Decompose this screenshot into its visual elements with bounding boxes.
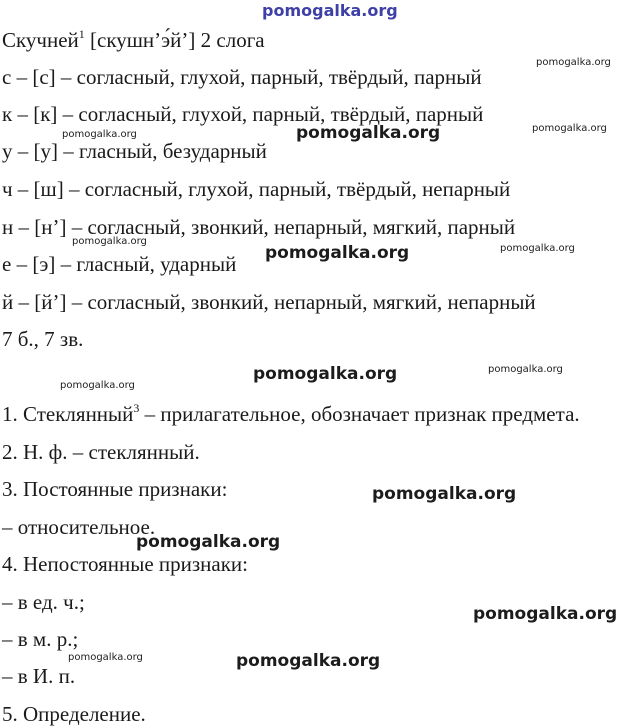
morph-footnote: 3: [133, 401, 140, 415]
watermark: pomogalka.org: [372, 484, 517, 504]
summary: 7 б., 7 зв.: [2, 327, 84, 351]
word-heading: [2, 28, 265, 52]
letter-row: й – [й’] – согласный, звонкий, непарный, мягкий, непарный: [2, 290, 536, 314]
letter-row: к – [к] – согласный, глухой, парный, твёрдый, парный: [2, 102, 484, 126]
letter-row: у – [у] – гласный, безударный: [2, 139, 267, 163]
watermark: pomogalka.org: [532, 123, 607, 134]
letter-row: н – [н’] – согласный, звонкий, непарный, мягкий, парный: [2, 215, 516, 239]
morph-line-5: 4. Непостоянные признаки:: [2, 552, 248, 576]
morph-description: – прилагательное, обозначает признак предмета.: [139, 402, 580, 426]
watermark: pomogalka.org: [536, 57, 611, 68]
watermark: pomogalka.org: [253, 364, 398, 384]
morph-line-3: 3. Постоянные признаки:: [2, 477, 228, 501]
watermark: pomogalka.org: [236, 651, 381, 671]
watermark: pomogalka.org: [136, 532, 281, 552]
morph-line-7: – в м. р.;: [2, 627, 79, 651]
transcription: [скушн’э́й’] 2 слога: [84, 28, 265, 52]
morph-line-6: – в ед. ч.;: [2, 590, 85, 614]
watermark: pomogalka.org: [488, 364, 563, 375]
letter-row: е – [э] – гласный, ударный: [2, 252, 237, 276]
watermark: pomogalka.org: [72, 236, 147, 247]
watermark: pomogalka.org: [265, 243, 410, 263]
watermark: pomogalka.org: [473, 604, 618, 624]
watermark: pomogalka.org: [60, 380, 135, 391]
morph-line-2: 2. Н. ф. – стеклянный.: [2, 440, 200, 464]
watermark: pomogalka.org: [296, 123, 441, 143]
letter-row: ч – [ш] – согласный, глухой, парный, твёрдый, непарный: [2, 177, 511, 201]
morph-line-1: [2, 402, 580, 426]
word-footnote: 1: [78, 27, 85, 41]
word: Скучней: [2, 28, 79, 52]
morph-line-9: 5. Определение.: [2, 702, 146, 726]
watermark: pomogalka.org: [68, 652, 143, 663]
watermark-top: pomogalka.org: [262, 1, 398, 20]
morph-word: 1. Стеклянный: [2, 402, 134, 426]
watermark: pomogalka.org: [62, 129, 137, 140]
morph-line-4: – относительное.: [2, 515, 156, 539]
letter-row: с – [с] – согласный, глухой, парный, твёрдый, парный: [2, 65, 482, 89]
morph-line-8: – в И. п.: [2, 664, 76, 688]
watermark: pomogalka.org: [500, 243, 575, 254]
